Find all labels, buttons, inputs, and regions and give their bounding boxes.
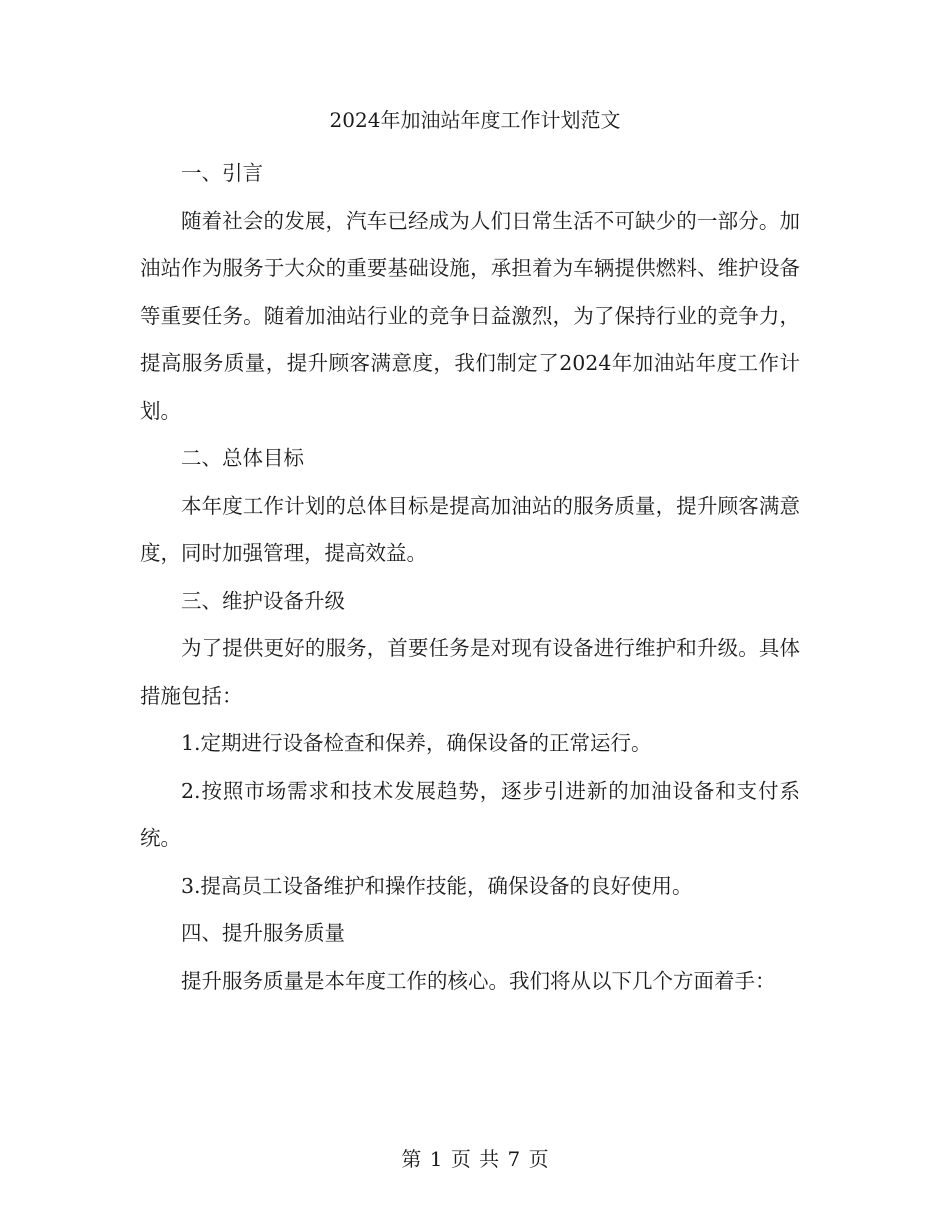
- paragraph-overall-goal: 本年度工作计划的总体目标是提高加油站的服务质量，提升顾客满意度，同时加强管理，提高效益。: [140, 493, 800, 565]
- document-title: 2024年加油站年度工作计划范文: [329, 108, 621, 132]
- paragraph-service-quality: 提升服务质量是本年度工作的核心。我们将从以下几个方面着手：: [181, 968, 776, 993]
- section-heading-overall-goal: 二、总体目标: [181, 446, 304, 470]
- list-item-equipment-1: 1.定期进行设备检查和保养，确保设备的正常运行。: [181, 731, 652, 755]
- list-item-equipment-3: 3.提高员工设备维护和操作技能，确保设备的良好使用。: [181, 873, 693, 898]
- section-heading-introduction: 一、引言: [181, 161, 263, 185]
- list-item-equipment-2: 2.按照市场需求和技术发展趋势，逐步引进新的加油设备和支付系统。: [140, 778, 800, 850]
- paragraph-equipment: 为了提供更好的服务，首要任务是对现有设备进行维护和升级。具体措施包括：: [140, 636, 800, 708]
- document-body: [140, 150, 800, 1005]
- section-heading-equipment: 三、维护设备升级: [181, 588, 345, 613]
- page-number-footer: 第 1 页 共 7 页: [401, 1147, 549, 1171]
- section-heading-service-quality: 四、提升服务质量: [181, 921, 345, 945]
- paragraph-introduction: 随着社会的发展，汽车已经成为人们日常生活不可缺少的一部分。加油站作为服务于大众的重要基础设施，承担着为车辆提供燃料、维护设备等重要任务。随着加油站行业的竞争日益激烈，为了保持行业的竞争力，提高服务质量，提升顾客满意度，我们制定了2024年加油站年度工作计划。: [140, 208, 800, 423]
